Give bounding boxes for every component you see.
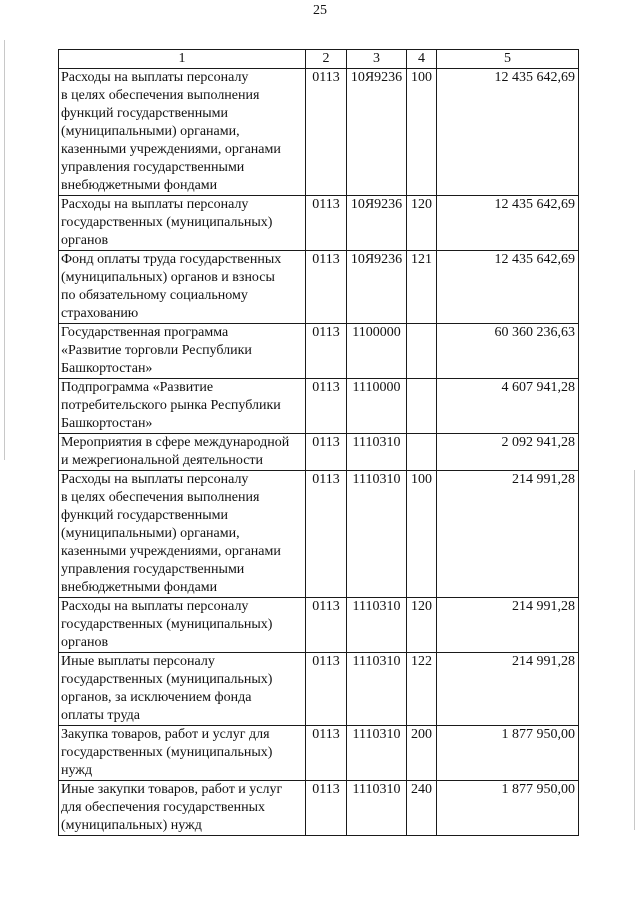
cell-amount: 214 991,28: [437, 471, 579, 598]
cell-target: 1110310: [347, 434, 407, 471]
cell-section: 0113: [306, 324, 347, 379]
cell-type: [407, 379, 437, 434]
scan-edge-right: [634, 470, 635, 830]
cell-target: 1110310: [347, 598, 407, 653]
table-row: [59, 434, 579, 471]
header-cell-section: 2: [306, 50, 347, 69]
table-row: [59, 653, 579, 726]
cell-type: 120: [407, 196, 437, 251]
cell-type: 100: [407, 471, 437, 598]
table-row: [59, 251, 579, 324]
cell-target: 10Я9236: [347, 69, 407, 196]
cell-section: 0113: [306, 598, 347, 653]
table-row: [59, 471, 579, 598]
table-row: [59, 324, 579, 379]
header-cell-name: 1: [59, 50, 306, 69]
table-row: [59, 379, 579, 434]
cell-section: 0113: [306, 726, 347, 781]
cell-section: 0113: [306, 69, 347, 196]
cell-target: 1110000: [347, 379, 407, 434]
cell-amount: 4 607 941,28: [437, 379, 579, 434]
cell-name: Подпрограмма «Развитие потребительского рынка Республики Башкортостан»: [59, 379, 306, 434]
cell-target: 10Я9236: [347, 251, 407, 324]
cell-amount: 2 092 941,28: [437, 434, 579, 471]
table-row: [59, 726, 579, 781]
cell-name: Государственная программа «Развитие торговли Республики Башкортостан»: [59, 324, 306, 379]
cell-section: 0113: [306, 196, 347, 251]
cell-name: Иные выплаты персоналу государственных (муниципальных) органов, за исключением фонда оплаты труда: [59, 653, 306, 726]
cell-name: Фонд оплаты труда государственных (муниципальных) органов и взносы по обязательному социальному страхованию: [59, 251, 306, 324]
budget-table: [58, 49, 579, 836]
header-cell-target: 3: [347, 50, 407, 69]
table-row: [59, 69, 579, 196]
cell-section: 0113: [306, 781, 347, 836]
cell-amount: 1 877 950,00: [437, 781, 579, 836]
cell-type: 121: [407, 251, 437, 324]
cell-target: 1110310: [347, 781, 407, 836]
cell-name: Иные закупки товаров, работ и услуг для обеспечения государственных (муниципальных) нужд: [59, 781, 306, 836]
cell-name: Расходы на выплаты персоналу государственных (муниципальных) органов: [59, 598, 306, 653]
cell-type: [407, 434, 437, 471]
cell-section: 0113: [306, 379, 347, 434]
cell-section: 0113: [306, 434, 347, 471]
cell-type: 100: [407, 69, 437, 196]
cell-type: [407, 324, 437, 379]
cell-name: Мероприятия в сфере международной и межрегиональной деятельности: [59, 434, 306, 471]
cell-type: 122: [407, 653, 437, 726]
table-row: [59, 781, 579, 836]
cell-amount: 214 991,28: [437, 598, 579, 653]
cell-type: 120: [407, 598, 437, 653]
cell-target: 1110310: [347, 726, 407, 781]
cell-type: 240: [407, 781, 437, 836]
table-row: [59, 196, 579, 251]
cell-name: Закупка товаров, работ и услуг для государственных (муниципальных) нужд: [59, 726, 306, 781]
cell-amount: 12 435 642,69: [437, 196, 579, 251]
cell-name: Расходы на выплаты персоналу государственных (муниципальных) органов: [59, 196, 306, 251]
header-cell-amount: 5: [437, 50, 579, 69]
cell-amount: 12 435 642,69: [437, 251, 579, 324]
cell-amount: 1 877 950,00: [437, 726, 579, 781]
cell-name: Расходы на выплаты персоналу в целях обеспечения выполнения функций государственными (муниципальными) органами, казенными учреждениями, органами управления государственными внебюджетными фондами: [59, 471, 306, 598]
cell-amount: 12 435 642,69: [437, 69, 579, 196]
cell-target: 1100000: [347, 324, 407, 379]
cell-amount: 214 991,28: [437, 653, 579, 726]
table-header-row: [59, 50, 579, 69]
scan-edge-left: [4, 40, 5, 460]
cell-name: Расходы на выплаты персоналу в целях обеспечения выполнения функций государственными (муниципальными) органами, казенными учреждениями, органами управления государственными внебюджетными фондами: [59, 69, 306, 196]
cell-target: 1110310: [347, 653, 407, 726]
cell-target: 10Я9236: [347, 196, 407, 251]
cell-section: 0113: [306, 251, 347, 324]
table-body: [59, 50, 579, 836]
page-number: 25: [313, 3, 327, 18]
cell-amount: 60 360 236,63: [437, 324, 579, 379]
cell-target: 1110310: [347, 471, 407, 598]
cell-section: 0113: [306, 653, 347, 726]
table-row: [59, 598, 579, 653]
cell-section: 0113: [306, 471, 347, 598]
cell-type: 200: [407, 726, 437, 781]
header-cell-type: 4: [407, 50, 437, 69]
